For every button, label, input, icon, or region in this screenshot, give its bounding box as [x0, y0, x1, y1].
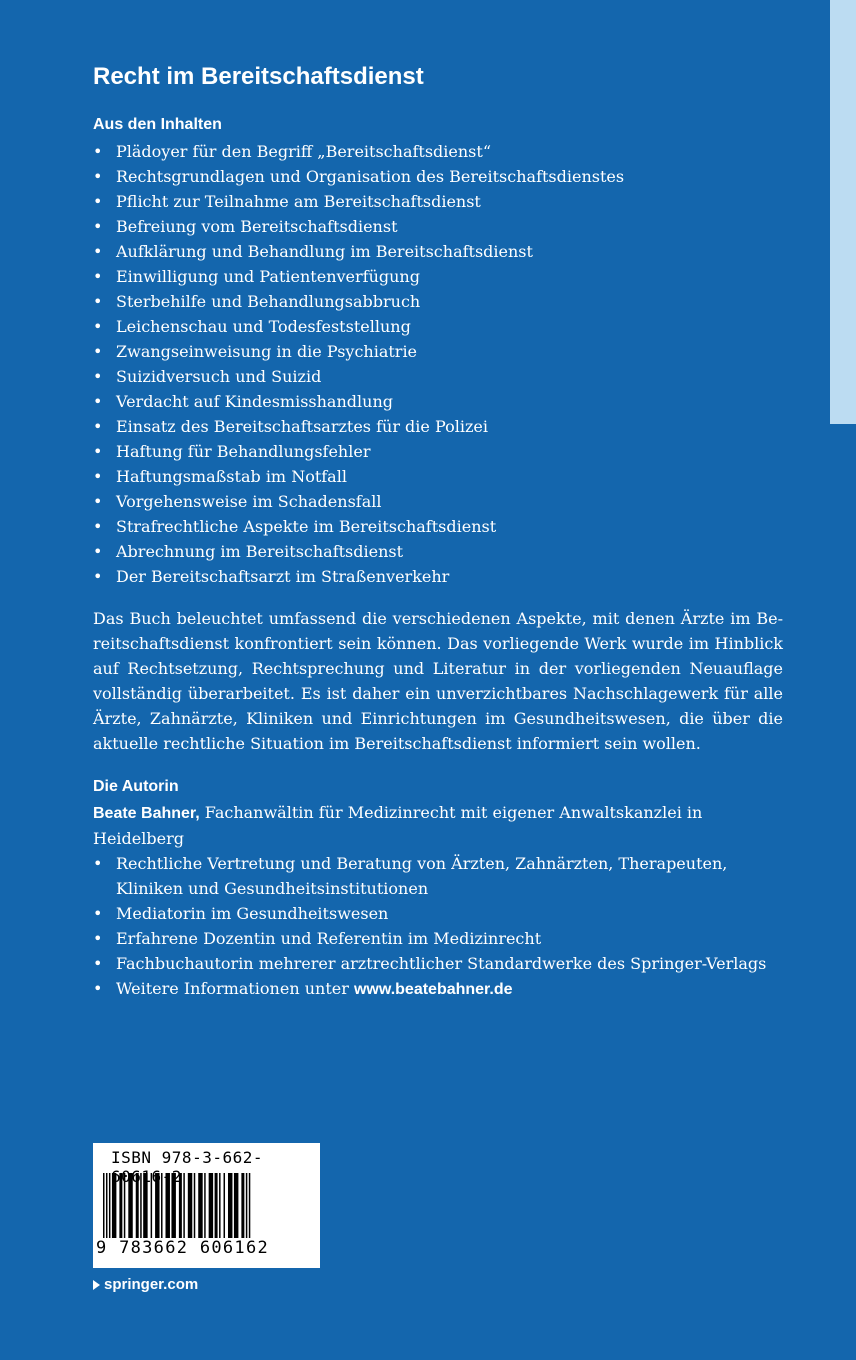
author-credential-item: [93, 951, 783, 976]
bullet-icon: •: [93, 442, 103, 461]
author-name: Beate Bahner,: [93, 805, 200, 822]
list-item-text: Pflicht zur Teilnahme am Bereitschaftsdienst: [116, 192, 481, 211]
back-cover-text: [93, 62, 783, 1002]
list-item-text: Erfahrene Dozentin und Referentin im Medizinrecht: [116, 929, 542, 948]
bullet-icon: •: [93, 517, 103, 536]
bullet-icon: •: [93, 492, 103, 511]
list-item-text: Plädoyer für den Begriff „Bereitschaftsdienst“: [116, 142, 491, 161]
contents-item: [93, 189, 783, 214]
contents-item: [93, 239, 783, 264]
bullet-icon: •: [93, 342, 103, 361]
bullet-icon: •: [93, 192, 103, 211]
bullet-icon: •: [93, 317, 103, 336]
list-item-text: Befreiung vom Bereitschaftsdienst: [116, 217, 398, 236]
bullet-icon: •: [93, 292, 103, 311]
bullet-icon: •: [93, 567, 103, 586]
list-item-text: Aufklärung und Behandlung im Bereitschaftsdienst: [116, 242, 533, 261]
contents-item: [93, 214, 783, 239]
list-item-text: Fachbuchautorin mehrerer arztrechtlicher Standardwerke des Springer-Verlags: [116, 954, 767, 973]
arrow-right-icon: [93, 1280, 100, 1290]
author-website-link[interactable]: www.beatebahner.de: [353, 981, 513, 998]
list-item-text: Haftungsmaßstab im Notfall: [116, 467, 347, 486]
book-description: Das Buch beleuchtet umfassend die verschiedenen Aspekte, mit denen Ärzte im Bereitschaftsdienst konfrontiert sein können. Das vorliegende Werk wurde im Hinblick auf Rechtsetzung, Rechtsprechung und Literatur in der vorliegenden Neuauflage vollständig überarbeitet. Es ist daher ein unverzichtbares Nachschlagewerk für alle Ärzte, Zahnärzte, Kliniken und Einrichtungen im Gesundheitswesen, die über die aktuelle rechtliche Situation im Bereitschaftsdienst informiert sein wollen.: [93, 609, 783, 753]
contents-item: [93, 389, 783, 414]
bullet-icon: •: [93, 542, 103, 561]
isbn-barcode: [93, 1143, 320, 1268]
author-role: Fachanwältin für Medizinrecht mit eigener Anwaltskanzlei in Heidelberg: [93, 803, 703, 848]
more-info-text: Weitere Informationen unter: [116, 979, 354, 998]
list-item-text: Rechtsgrundlagen und Organisation des Bereitschaftsdienstes: [116, 167, 625, 186]
bullet-icon: •: [93, 854, 103, 873]
bullet-icon: •: [93, 929, 103, 948]
contents-item: [93, 364, 783, 389]
bullet-icon: •: [93, 392, 103, 411]
bullet-icon: •: [93, 417, 103, 436]
bullet-icon: •: [93, 904, 103, 923]
bullet-icon: •: [93, 242, 103, 261]
author-credential-item: [93, 851, 783, 901]
list-item-text: Rechtliche Vertretung und Beratung von Ärzten, Zahnärzten, Therapeuten, Kliniken und Gesundheitsinstitutionen: [116, 854, 728, 898]
list-item-text: Sterbehilfe und Behandlungsabbruch: [116, 292, 421, 311]
list-item-text: Der Bereitschaftsarzt im Straßenverkehr: [116, 567, 450, 586]
list-item-text: Vorgehensweise im Schadensfall: [116, 492, 382, 511]
spine-color-strip: [830, 0, 856, 424]
list-item-text: Mediatorin im Gesundheitswesen: [116, 904, 389, 923]
author-credentials-list: [93, 851, 783, 1002]
isbn-label: ISBN 978-3-662- 0 2: [111, 1148, 263, 1186]
list-item-text: Leichenschau und Todesfeststellung: [116, 317, 411, 336]
contents-item: [93, 464, 783, 489]
bullet-icon: •: [93, 217, 103, 236]
contents-item: [93, 539, 783, 564]
list-item-text: Haftung für Behandlungsfehler: [116, 442, 371, 461]
book-title: Recht im Bereitschaftsdienst: [93, 63, 424, 90]
list-item-text: Abrechnung im Bereitschaftsdienst: [116, 542, 404, 561]
bullet-icon: •: [93, 467, 103, 486]
author-website-item: [93, 976, 783, 1002]
bullet-icon: •: [93, 142, 103, 161]
publisher-link[interactable]: [93, 1276, 198, 1293]
contents-item: [93, 289, 783, 314]
bullet-icon: •: [93, 367, 103, 386]
contents-list: [93, 139, 783, 589]
barcode-digits: 9 783662 606162: [96, 1238, 270, 1258]
list-item-text: Strafrechtliche Aspekte im Bereitschaftsdienst: [116, 517, 497, 536]
contents-item: [93, 264, 783, 289]
contents-item: [93, 314, 783, 339]
bullet-icon: •: [93, 167, 103, 186]
author-credential-item: [93, 901, 783, 926]
list-item-text: Einsatz des Bereitschaftsarztes für die Polizei: [116, 417, 488, 436]
publisher-url: springer.com: [104, 1276, 199, 1293]
bullet-icon: •: [93, 954, 103, 973]
contents-heading: Aus den Inhalten: [93, 116, 222, 133]
bullet-icon: •: [93, 267, 103, 286]
author-heading: Die Autorin: [93, 778, 179, 795]
contents-item: [93, 439, 783, 464]
contents-item: [93, 339, 783, 364]
contents-item: [93, 414, 783, 439]
contents-item: [93, 139, 783, 164]
contents-item: [93, 164, 783, 189]
contents-item: [93, 489, 783, 514]
list-item-text: Suizidversuch und Suizid: [116, 367, 322, 386]
contents-item: [93, 514, 783, 539]
list-item-text: Verdacht auf Kindesmisshandlung: [116, 392, 393, 411]
bullet-icon: •: [93, 979, 103, 998]
author-intro: [93, 800, 783, 851]
author-credential-item: [93, 926, 783, 951]
contents-item: [93, 564, 783, 589]
list-item-text: Einwilligung und Patientenverfügung: [116, 267, 420, 286]
list-item-text: Zwangseinweisung in die Psychiatrie: [116, 342, 418, 361]
